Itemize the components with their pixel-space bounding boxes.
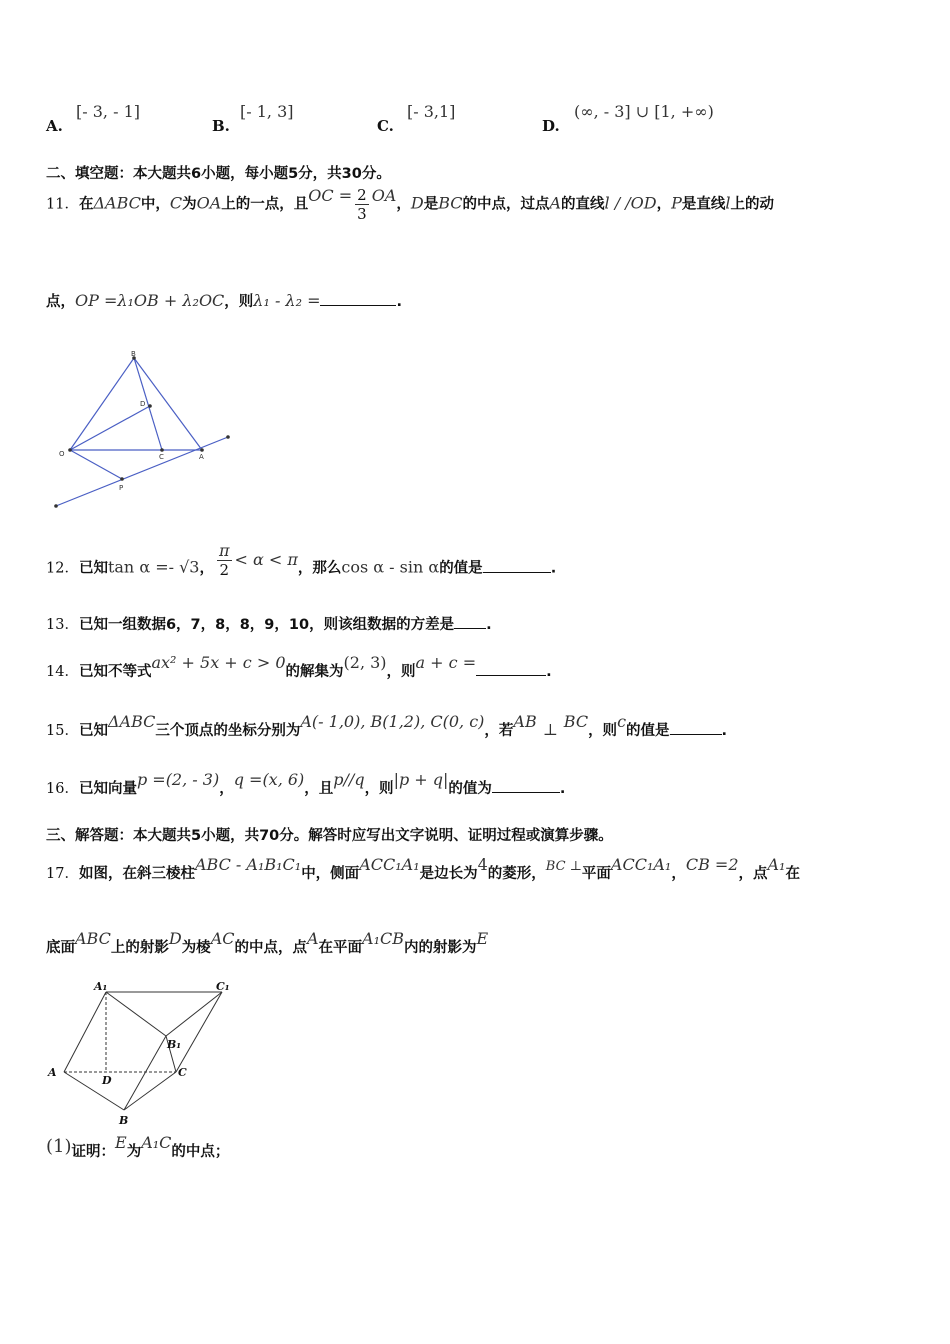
question-14 [46, 653, 552, 681]
question-16 [46, 770, 566, 798]
text: 如图，在斜三棱柱 [78, 866, 195, 882]
text: 在 [785, 866, 800, 882]
math: A [306, 929, 319, 948]
text: 是直线 [681, 196, 726, 213]
math: D [410, 193, 424, 213]
label-d: D [102, 1074, 112, 1087]
math: a + c = [415, 653, 477, 672]
text: 中， [140, 196, 170, 213]
text: 证明： [71, 1144, 115, 1160]
text: 为 [126, 1144, 142, 1160]
question-number: 12． [46, 560, 79, 577]
math: A [549, 193, 562, 213]
text: 的解集为 [285, 664, 344, 680]
prism-figure [40, 978, 250, 1130]
question-number: 13． [46, 617, 79, 633]
math: BC [563, 712, 589, 731]
part-number: (1) [46, 1136, 72, 1157]
math: C [169, 193, 183, 213]
text: 的菱形， [487, 866, 546, 882]
option-c-value: [- 3,1] [407, 102, 456, 121]
text: 的值是 [626, 723, 670, 739]
option-b-label: B. [212, 117, 230, 135]
math: ⊥ [542, 720, 558, 739]
text: ， [671, 866, 686, 882]
text: ，则 [364, 781, 394, 797]
text: ， [199, 560, 214, 577]
option-d-label: D. [542, 117, 560, 135]
text: ，那么 [297, 560, 342, 577]
label-b: B [131, 350, 136, 358]
math: ACC₁A₁ [359, 855, 420, 874]
section-2-heading: 二、填空题：本大题共6小题，每小题5分，共30分。 [46, 166, 391, 182]
option-d-value: (∞, - 3] ∪ [1, +∞) [574, 102, 714, 121]
answer-blank [476, 661, 546, 676]
text: ，且 [304, 781, 334, 797]
text: 点， [46, 294, 75, 310]
text: . [721, 723, 728, 739]
answer-blank [483, 558, 551, 573]
math: E [476, 929, 489, 948]
fraction-pi-over-2 [217, 542, 232, 579]
math: l / /OD [604, 193, 657, 213]
math: c [617, 712, 627, 731]
math: ΔABC [107, 712, 156, 731]
label-d: D [140, 400, 146, 408]
label-b: B [119, 1114, 129, 1127]
text: 内的射影为 [404, 940, 477, 956]
math: λ₁ - λ₂ = [253, 291, 321, 310]
text: 为棱 [181, 940, 211, 956]
label-o: O [59, 450, 65, 458]
question-number: 11． [46, 196, 79, 213]
math: A(- 1,0), B(1,2), C(0, c) [300, 712, 485, 731]
math: P [671, 193, 682, 213]
math: OA [371, 185, 397, 205]
math: cos α - sin α [341, 557, 440, 577]
text: 的中点，点 [234, 940, 307, 956]
math: ABC [75, 929, 111, 948]
text: 的值为 [448, 781, 492, 797]
answer-blank [454, 614, 486, 629]
text: 的直线 [561, 196, 605, 213]
math: BC [438, 193, 463, 213]
text: . [550, 560, 557, 577]
label-c1: C₁ [216, 980, 230, 993]
math: ΔABC [93, 193, 141, 213]
answer-blank [670, 720, 722, 735]
math: BC ⊥ [545, 859, 582, 874]
text: ，则 [588, 723, 618, 739]
text: ，则该组数据的方差是 [309, 617, 455, 633]
question-12 [46, 541, 557, 587]
text: ，点 [738, 866, 768, 882]
label-a: A [199, 453, 204, 461]
math: A₁CB [362, 929, 405, 948]
numerator: π [218, 541, 230, 560]
math: p =(2, - 3) [136, 770, 220, 789]
math: 4 [477, 855, 488, 874]
math: l [725, 193, 731, 213]
text: 的中点，过点 [462, 196, 550, 213]
math: ABC - A₁B₁C₁ [194, 855, 302, 874]
text: 上的一点，且 [221, 196, 309, 213]
text: 已知 [78, 723, 108, 739]
question-11-line-1 [46, 186, 774, 223]
math: ax² + 5x + c > 0 [151, 653, 286, 672]
question-17-line-1 [46, 855, 800, 883]
option-a-value: [- 3, - 1] [76, 102, 140, 121]
question-number: 14． [46, 664, 79, 680]
text: . [486, 617, 492, 633]
math: ACC₁A₁ [610, 855, 672, 874]
math: AB [513, 712, 537, 731]
answer-blank [492, 778, 560, 793]
text: 为 [182, 196, 197, 213]
label-c: C [178, 1066, 187, 1079]
math: |p + q| [393, 770, 449, 789]
math: D [168, 929, 182, 948]
text: ，若 [484, 723, 514, 739]
text: 上的动 [730, 196, 774, 213]
denominator: 3 [357, 205, 367, 223]
answer-blank [320, 291, 396, 306]
text: 平面 [581, 866, 611, 882]
math: p//q [333, 770, 365, 789]
text: . [559, 781, 566, 797]
text: 6，7，8，8，9，10 [165, 617, 310, 633]
text: 三个顶点的坐标分别为 [155, 723, 301, 739]
math: (2, 3) [343, 653, 387, 672]
label-a: A [48, 1066, 57, 1079]
text: 底面 [46, 940, 75, 956]
question-number: 15． [46, 723, 79, 739]
text: 是 [423, 196, 439, 213]
option-a-label: A. [46, 117, 63, 135]
math: OC = [308, 185, 353, 205]
numerator: 2 [357, 186, 367, 204]
question-13 [46, 613, 492, 634]
math: CB =2 [685, 855, 739, 874]
math: tan α =- √3 [107, 557, 200, 577]
text: 是边长为 [419, 866, 478, 882]
text: 已知不等式 [78, 664, 152, 680]
text: 的中点； [171, 1144, 230, 1160]
text: ， [219, 781, 234, 797]
math: OA [196, 193, 222, 213]
math: OP =λ₁OB + λ₂OC [75, 291, 225, 310]
question-number: 16． [46, 781, 79, 797]
option-b-value: [- 1, 3] [240, 102, 294, 121]
label-b1: B₁ [167, 1038, 182, 1051]
question-15 [46, 712, 728, 740]
fraction-two-thirds [355, 186, 369, 223]
text: 已知 [78, 560, 108, 577]
text: 在 [78, 196, 94, 213]
text: ， [396, 196, 411, 213]
text: . [546, 664, 552, 680]
question-17-line-2 [46, 929, 489, 957]
text: 已知向量 [78, 781, 137, 797]
math: < α < π [234, 549, 298, 569]
text: 已知一组数据 [78, 617, 166, 633]
question-11-line-2 [46, 290, 402, 311]
text: ，则 [386, 664, 416, 680]
question-17-part-1 [46, 1133, 230, 1161]
label-a1: A₁ [94, 980, 108, 993]
math: A₁C [141, 1133, 172, 1152]
text: . [396, 294, 402, 310]
text: ，则 [224, 294, 254, 310]
math: AC [210, 929, 235, 948]
text: 的值是 [439, 560, 483, 577]
denominator: 2 [219, 561, 230, 579]
section-3-heading: 三、解答题：本大题共5小题，共70分。解答时应写出文字说明、证明过程或演算步骤。 [46, 828, 613, 844]
text: 中，侧面 [301, 866, 360, 882]
triangle-figure [46, 346, 246, 516]
math: E [115, 1133, 127, 1152]
math: q =(x, 6) [233, 770, 305, 789]
label-p: P [119, 484, 124, 492]
question-number: 17． [46, 866, 79, 882]
label-c: C [159, 453, 164, 461]
text: 上的射影 [110, 940, 169, 956]
text: 在平面 [318, 940, 363, 956]
math: A₁ [767, 855, 786, 874]
text: ， [656, 196, 672, 213]
option-c-label: C. [377, 117, 394, 135]
